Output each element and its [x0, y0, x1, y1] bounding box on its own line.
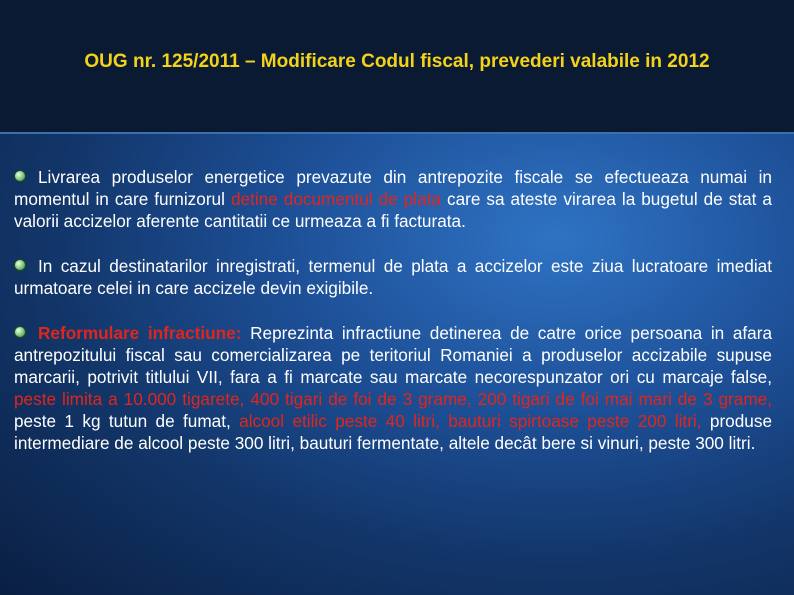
paragraph-3-highlight-b: alcool etilic peste 40 litri, bauturi spirtoase peste 200 litri, — [239, 411, 702, 431]
title-band — [0, 0, 794, 134]
green-bullet-icon — [14, 170, 26, 182]
paragraph-2-text: In cazul destinatarilor inregistrati, termenul de plata a accizelor este ziua lucratoare imediat urmatoare celei in care accizele devin exigibile. — [14, 256, 772, 298]
slide-content — [14, 166, 772, 477]
paragraph-3-text-b: peste 1 kg tutun de fumat, — [14, 411, 240, 431]
paragraph-3 — [14, 322, 772, 454]
paragraph-2 — [14, 255, 772, 299]
paragraph-3-text-c: produse intermediare de alcool peste 300 litri, bauturi fermentate, altele decât bere si vinuri, peste 300 litri. — [14, 411, 773, 453]
paragraph-3-heading: Reformulare infractiune: — [38, 323, 242, 343]
paragraph-1-highlight: detine documentul de plata — [230, 189, 441, 209]
paragraph-1 — [14, 166, 772, 232]
green-bullet-icon — [14, 326, 26, 338]
paragraph-1-text-b: care sa ateste virarea la bugetul de stat a valorii accizelor aferente cantitatii ce urmeaza a fi facturata. — [14, 189, 772, 231]
paragraph-3-highlight-a: peste limita a 10.000 tigarete, 400 tigari de foi de 3 grame, 200 tigari de foi mai mari de 3 grame, — [14, 389, 772, 409]
slide-title: OUG nr. 125/2011 – Modificare Codul fiscal, prevederi valabile in 2012 — [84, 51, 710, 72]
green-bullet-icon — [14, 259, 26, 271]
paragraph-1-text-a: Livrarea produselor energetice prevazute din antrepozite fiscale se efectueaza numai in momentul in care furnizorul — [14, 167, 772, 209]
paragraph-3-text-a: Reprezinta infractiune detinerea de catre orice persoana in afara antrepozitului fiscal sau comercializarea pe teritoriul Romaniei a produselor accizabile supuse marcarii, potrivit titlului VII, fara a fi marcate sau marcate necorespunzator ori cu marcaje false, — [14, 323, 773, 387]
